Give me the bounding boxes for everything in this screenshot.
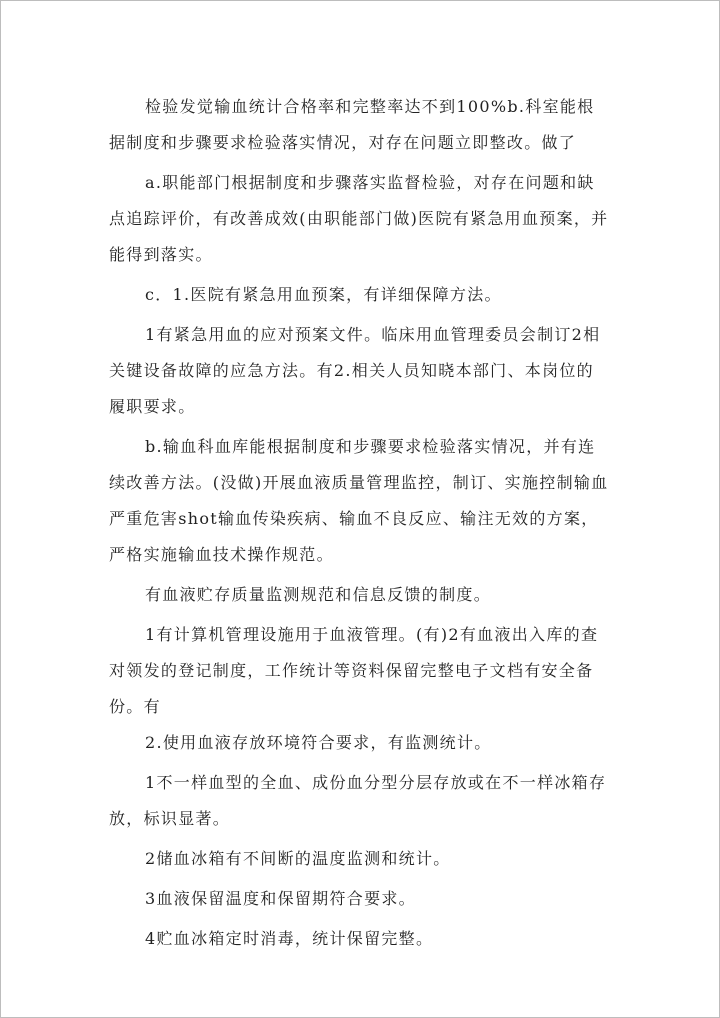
paragraph-7: 1有计算机管理设施用于血液管理。(有)2有血液出入库的查对领发的登记制度，工作统计等资料保留完整电子文档有安全备份。有: [109, 625, 599, 716]
document-body: [109, 89, 609, 957]
paragraph-3: c．1.医院有紧急用血预案，有详细保障方法。: [145, 285, 502, 304]
paragraph-4: 1有紧急用血的应对预案文件。临床用血管理委员会制订2相关键设备故障的应急方法。有2.相关人员知晓本部门、本岗位的履职要求。: [109, 325, 601, 416]
paragraph-1: 检验发觉输血统计合格率和完整率达不到100%b.科室能根据制度和步骤要求检验落实情况，对存在问题立即整改。做了: [109, 97, 595, 152]
paragraph-6: 有血液贮存质量监测规范和信息反馈的制度。: [145, 585, 492, 604]
paragraph-11: 3血液保留温度和保留期符合要求。: [145, 889, 416, 908]
paragraph-2: a.职能部门根据制度和步骤落实监督检验，对存在问题和缺点追踪评价，有改善成效(由职能部门做)医院有紧急用血预案，并能得到落实。: [109, 173, 609, 264]
paragraph-9: 1不一样血型的全血、成份血分型分层存放或在不一样冰箱存放，标识显著。: [109, 773, 607, 828]
paragraph-8: 2.使用血液存放环境符合要求，有监测统计。: [145, 733, 492, 752]
paragraph-10: 2储血冰箱有不间断的温度监测和统计。: [145, 849, 451, 868]
paragraph-5: b.输血科血库能根据制度和步骤要求检验落实情况，并有连续改善方法。(没做)开展血液质量管理监控，制订、实施控制输血严重危害shot输血传染疾病、输血不良反应、输注无效的方案，严格实施输血技术操作规范。: [109, 437, 609, 564]
paragraph-12: 4贮血冰箱定时消毒，统计保留完整。: [145, 929, 434, 948]
